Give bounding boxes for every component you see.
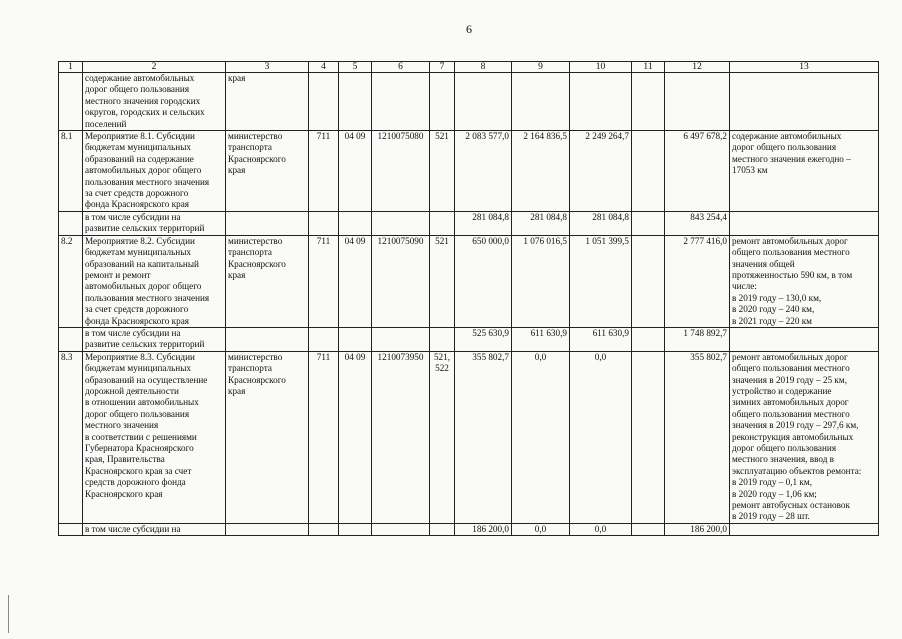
col-header: 11	[632, 62, 665, 73]
vr-code: 521, 522	[430, 351, 455, 523]
amount-total: 1 748 892,7	[665, 327, 730, 351]
page-number: 6	[466, 22, 472, 36]
col-header: 9	[512, 62, 570, 73]
row-number: 8.2	[59, 235, 83, 327]
rzpr-code: 04 09	[339, 351, 372, 523]
expected-result: ремонт автомобильных дорог общего пользования местного значения в 2019 году – 25 км, устройство и содержание зимних автомобильных дорог общего пользования местного значения в 2019 году – 297,6 км, реконструкция автомобильных дорог общего пользования местного значения, ввод в эксплуатацию объектов ремонта: в 2019 году – 0,1 км, в 2020 году – 1,06 км; ремонт автобусных остановок в 2019 году – 28 шт.	[730, 351, 879, 523]
table-row-continuation	[59, 73, 879, 131]
csr-code: 1210075090	[372, 235, 430, 327]
executor: края	[226, 73, 309, 131]
amount-2019: 281 084,8	[455, 211, 512, 235]
col-header: 7	[430, 62, 455, 73]
amount-2021: 1 051 399,5	[570, 235, 632, 327]
amount-total: 2 777 416,0	[665, 235, 730, 327]
table-subrow-8-2	[59, 327, 879, 351]
table-subrow-8-3	[59, 523, 879, 535]
amount-2020: 0,0	[512, 351, 570, 523]
amount-2019: 355 802,7	[455, 351, 512, 523]
measure-name: Мероприятие 8.3. Субсидии бюджетам муниципальных образований на осуществление дорожной деятельности в отношении автомобильных дорог общего пользования местного значения в соответствии с решениями Губернатора Красноярского края, Правительства Красноярского края за счет средств дорожного фонда Красноярского края	[83, 351, 226, 523]
col-header: 12	[665, 62, 730, 73]
col-11-cell	[632, 131, 665, 212]
measures-table	[58, 61, 879, 536]
subrow-label: в том числе субсидии на	[83, 523, 226, 535]
rzpr-code: 04 09	[339, 235, 372, 327]
amount-2021: 2 249 264,7	[570, 131, 632, 212]
col-11-cell	[632, 351, 665, 523]
table-row-8-3	[59, 351, 879, 523]
amount-2020: 281 084,8	[512, 211, 570, 235]
vr-code: 521	[430, 131, 455, 212]
measure-name: содержание автомобильных дорог общего пользования местного значения городских округов, городских и сельских поселений	[83, 73, 226, 131]
vr-code: 521	[430, 235, 455, 327]
row-number: 8.1	[59, 131, 83, 212]
amount-2021: 0,0	[570, 523, 632, 535]
table-row-8-2	[59, 235, 879, 327]
measure-name: Мероприятие 8.2. Субсидии бюджетам муниципальных образований на капитальный ремонт и ремонт автомобильных дорог общего пользования местного значения за счет средств дорожного фонда Красноярского края	[83, 235, 226, 327]
amount-2020: 611 630,9	[512, 327, 570, 351]
expected-result: ремонт автомобильных дорог общего пользования местного значения общей протяженностью 590 км, в том числе: в 2019 году – 130,0 км, в 2020 году – 240 км, в 2021 году – 220 км	[730, 235, 879, 327]
expected-result: содержание автомобильных дорог общего пользования местного значения ежегодно – 17053 км	[730, 131, 879, 212]
col-header: 10	[570, 62, 632, 73]
column-number-row	[59, 62, 879, 73]
executor: министерство транспорта Красноярского края	[226, 351, 309, 523]
amount-2019: 186 200,0	[455, 523, 512, 535]
grbs-code: 711	[309, 131, 339, 212]
col-11-cell	[632, 235, 665, 327]
amount-2020: 1 076 016,5	[512, 235, 570, 327]
col-header: 6	[372, 62, 430, 73]
col-header: 4	[309, 62, 339, 73]
amount-2020: 2 164 836,5	[512, 131, 570, 212]
amount-2021: 0,0	[570, 351, 632, 523]
amount-2021: 281 084,8	[570, 211, 632, 235]
col-header: 3	[226, 62, 309, 73]
col-header: 13	[730, 62, 879, 73]
csr-code: 1210075080	[372, 131, 430, 212]
amount-total: 843 254,4	[665, 211, 730, 235]
col-header: 1	[59, 62, 83, 73]
amount-2020: 0,0	[512, 523, 570, 535]
grbs-code: 711	[309, 351, 339, 523]
executor: министерство транспорта Красноярского края	[226, 131, 309, 212]
amount-total: 355 802,7	[665, 351, 730, 523]
row-number: 8.3	[59, 351, 83, 523]
subrow-label: в том числе субсидии на развитие сельских территорий	[83, 211, 226, 235]
subrow-label: в том числе субсидии на развитие сельских территорий	[83, 327, 226, 351]
amount-2019: 650 000,0	[455, 235, 512, 327]
grbs-code: 711	[309, 235, 339, 327]
amount-2019: 2 083 577,0	[455, 131, 512, 212]
csr-code: 1210073950	[372, 351, 430, 523]
executor: министерство транспорта Красноярского края	[226, 235, 309, 327]
col-header: 5	[339, 62, 372, 73]
amount-total: 6 497 678,2	[665, 131, 730, 212]
amount-2019: 525 630,9	[455, 327, 512, 351]
amount-2021: 611 630,9	[570, 327, 632, 351]
col-header: 2	[83, 62, 226, 73]
table-row-8-1	[59, 131, 879, 212]
col-header: 8	[455, 62, 512, 73]
table-subrow-8-1	[59, 211, 879, 235]
amount-total: 186 200,0	[665, 523, 730, 535]
rzpr-code: 04 09	[339, 131, 372, 212]
measure-name: Мероприятие 8.1. Субсидии бюджетам муниципальных образований на содержание автомобильных дорог общего пользования местного значения за счет средств дорожного фонда Красноярского края	[83, 131, 226, 212]
scan-margin-mark	[8, 595, 9, 633]
